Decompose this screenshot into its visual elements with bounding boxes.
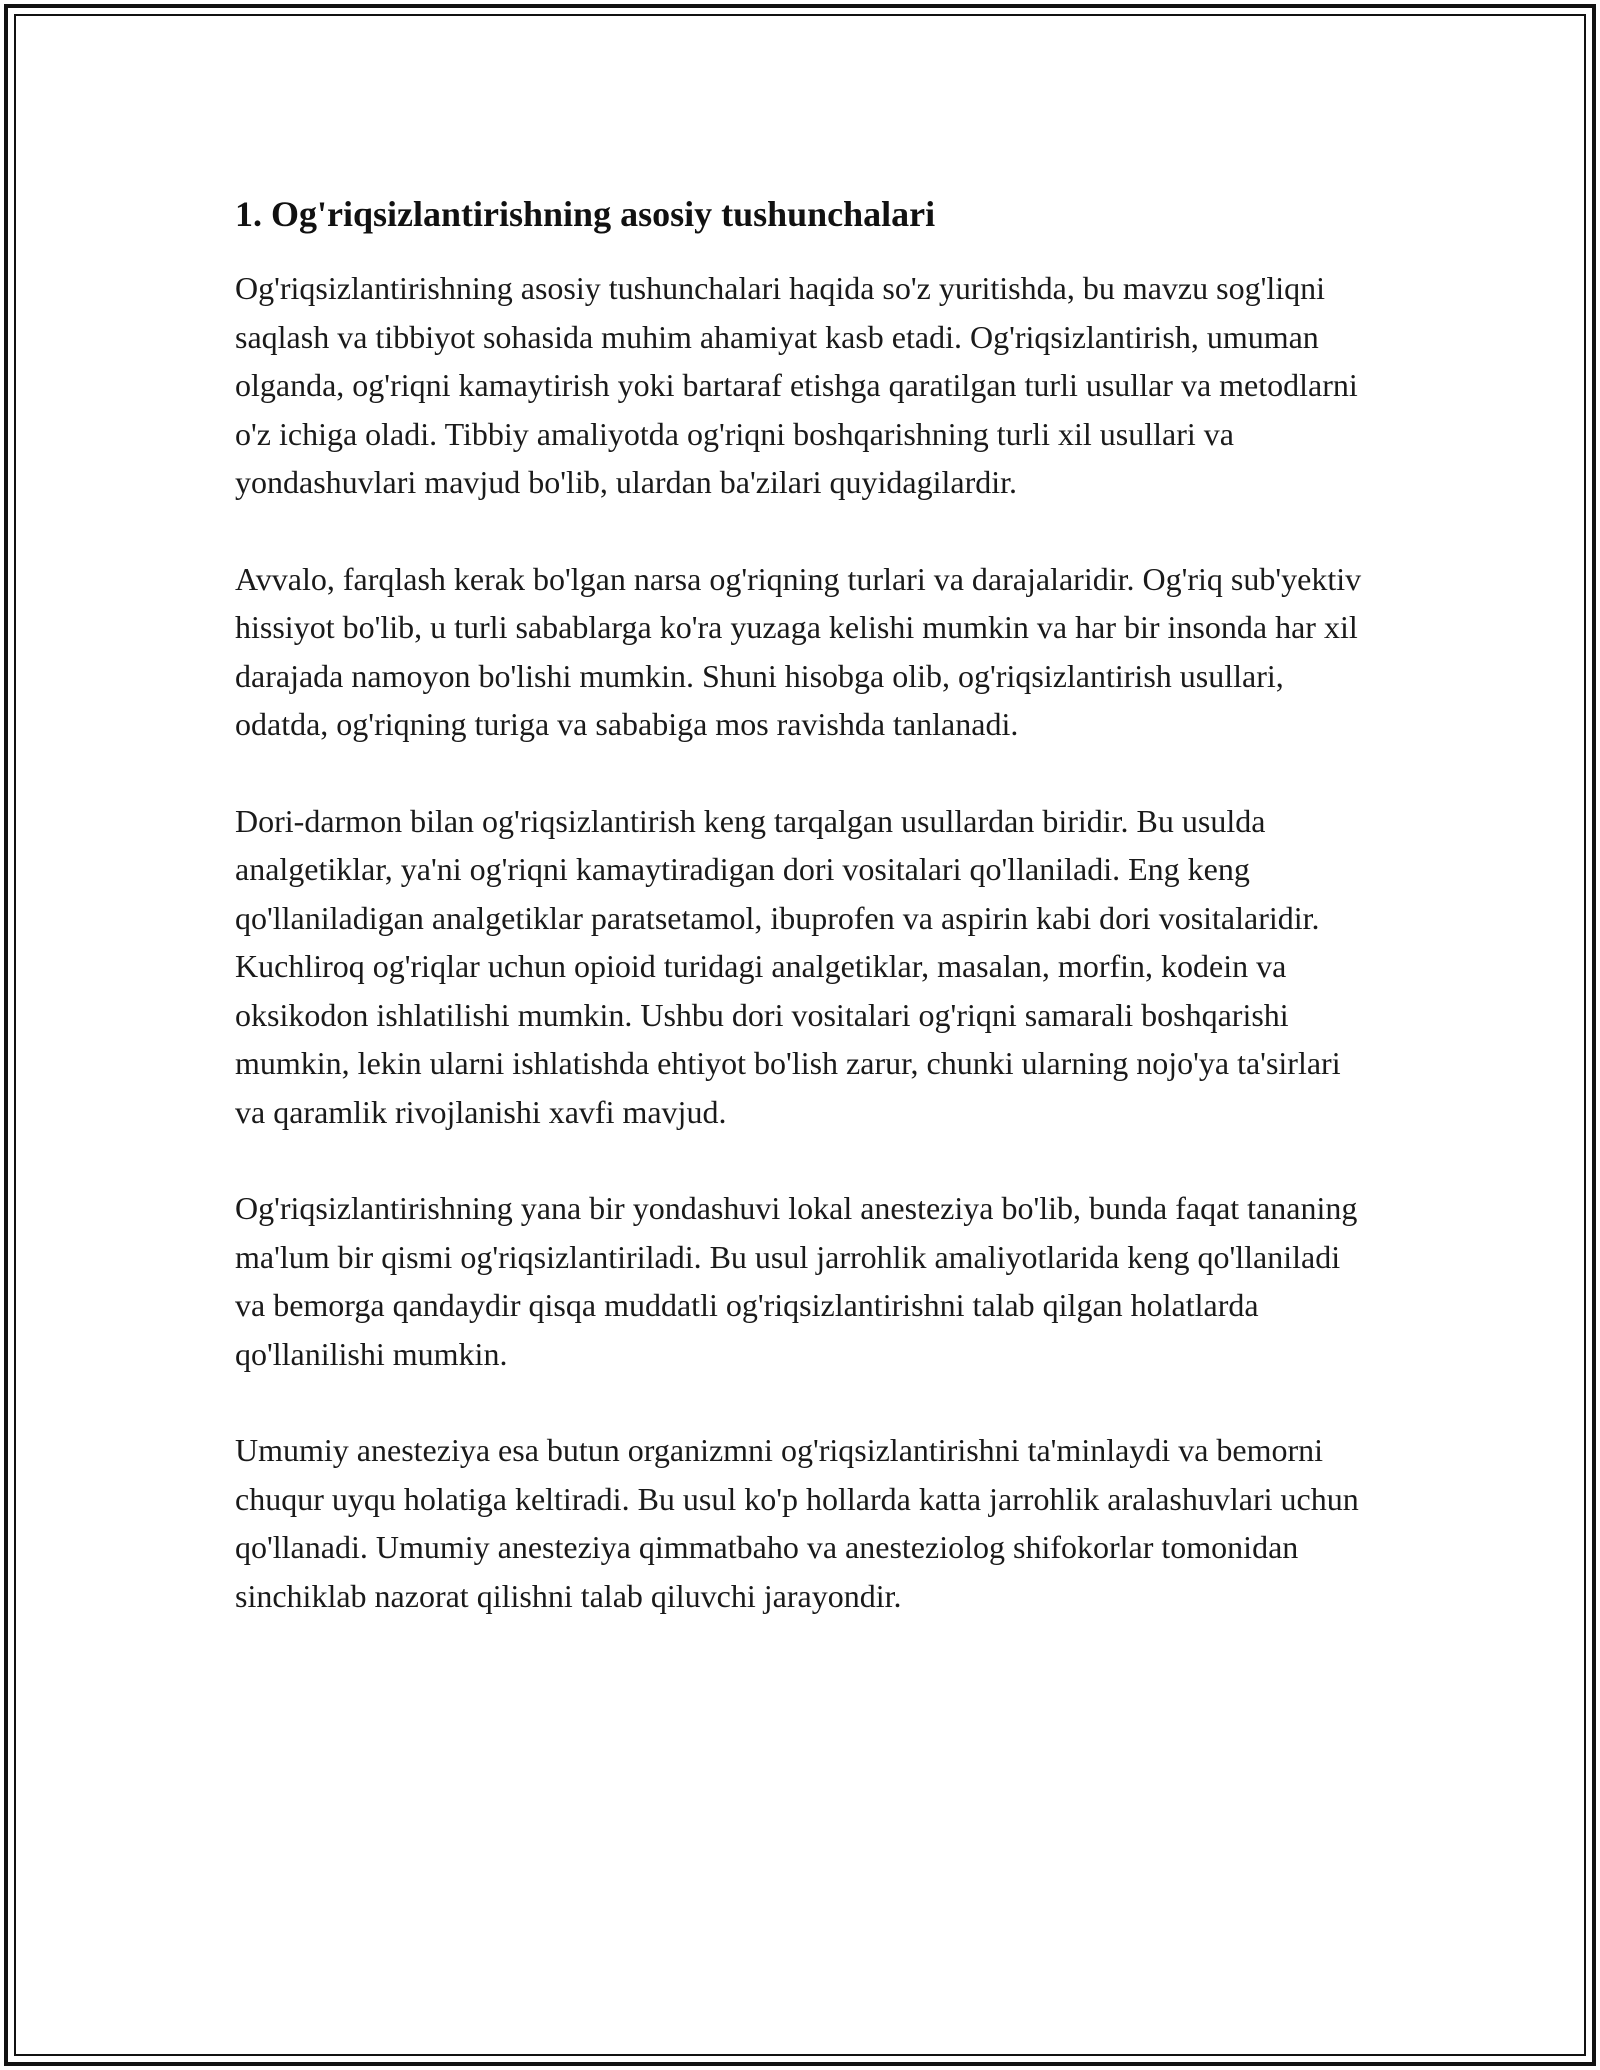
paragraph-general-anesthesia: Umumiy anesteziya esa butun organizmni og'riqsizlantirishni ta'minlaydi va bemorni chuqur uyqu holatiga keltiradi. Bu usul ko'p hollarda katta jarrohlik aralashuvlari uchun qo'llanadi. Umumiy anesteziya qimmatbaho va anesteziolog shifokorlar tomonidan sinchiklab nazorat qilishni talab qiluvchi jarayondir. [235, 1432, 1359, 1614]
paragraph-medication: Dori-darmon bilan og'riqsizlantirish keng tarqalgan usullardan biridir. Bu usulda analgetiklar, ya'ni og'riqni kamaytiradigan dori vositalari qo'llaniladi. Eng keng qo'llaniladigan analgetiklar paratsetamol, ibuprofen va aspirin kabi dori vositalaridir. Kuchliroq og'riqlar uchun opioid turidagi analgetiklar, masalan, morfin, kodein va oksikodon ishlatilishi mumkin. Ushbu dori vositalari og'riqni samarali boshqarishi mumkin, lekin ularni ishlatishda ehtiyot bo'lish zarur, chunki ularning nojo'ya ta'sirlari va qaramlik rivojlanishi xavfi mavjud. [235, 802, 1341, 1130]
document-body [235, 186, 1375, 1668]
paragraph-local-anesthesia: Og'riqsizlantirishning yana bir yondashuvi lokal anesteziya bo'lib, bunda faqat tananing ma'lum bir qismi og'riqsizlantiriladi. Bu usul jarrohlik amaliyotlarida keng qo'llaniladi va bemorga qandaydir qisqa muddatli og'riqsizlantirishni talab qilgan holatlarda qo'llanilishi mumkin. [235, 1190, 1358, 1372]
paragraph-pain-relief-concepts: Og'riqsizlantirishning asosiy tushunchalari haqida so'z yuritishda, bu mavzu sog'liqni saqlash va tibbiyot sohasida muhim ahamiyat kasb etadi. Og'riqsizlantirish, umuman olganda, og'riqni kamaytirish yoki bartaraf etishga qaratilgan turli usullar va metodlarni o'z ichiga oladi. Tibbiy amaliyotda og'riqni boshqarishning turli xil usullari va yondashuvlari mavjud bo'lib, ulardan ba'zilari quyidagilardir. [235, 270, 1358, 500]
paragraph-pain-types: Avvalo, farqlash kerak bo'lgan narsa og'riqning turlari va darajalaridir. Og'riq sub'yektiv hissiyot bo'lib, u turli sabablarga ko'ra yuzaga kelishi mumkin va har bir insonda har xil darajada namoyon bo'lishi mumkin. Shuni hisobga olib, og'riqsizlantirish usullari, odatda, og'riqning turiga va sababiga mos ravishda tanlanadi. [235, 560, 1362, 742]
section-heading: 1. Og'riqsizlantirishning asosiy tushunchalari [235, 194, 936, 234]
